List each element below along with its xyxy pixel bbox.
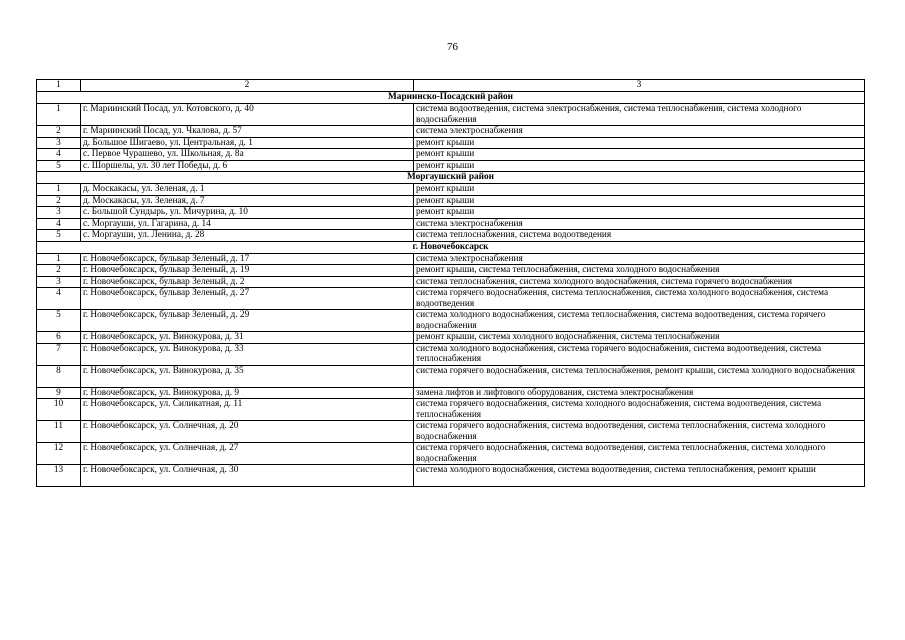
table-row	[37, 253, 865, 265]
table-row	[37, 288, 865, 310]
row-address: г. Новочебоксарск, ул. Солнечная, д. 20	[81, 421, 414, 443]
row-number: 12	[37, 443, 81, 465]
row-address: г. Новочебоксарск, ул. Винокурова, д. 31	[81, 332, 414, 344]
row-number: 4	[37, 218, 81, 230]
row-number: 5	[37, 230, 81, 242]
row-works: система теплоснабжения, система холодного водоснабжения, система горячего водоснабжения	[414, 276, 865, 288]
row-works: замена лифтов и лифтового оборудования, система электроснабжения	[414, 387, 865, 399]
table-row	[37, 160, 865, 172]
row-works: система электроснабжения	[414, 126, 865, 138]
table-row	[37, 207, 865, 219]
row-address: г. Новочебоксарск, ул. Винокурова, д. 9	[81, 387, 414, 399]
row-address: с. Моргауши, ул. Ленина, д. 28	[81, 230, 414, 242]
table-row	[37, 343, 865, 365]
row-number: 1	[37, 104, 81, 126]
table-row	[37, 218, 865, 230]
row-works: система теплоснабжения, система водоотведения	[414, 230, 865, 242]
section-title: г. Новочебоксарск	[37, 241, 865, 253]
table-row	[37, 465, 865, 487]
row-works: ремонт крыши	[414, 195, 865, 207]
table-row	[37, 443, 865, 465]
row-address: г. Мариинский Посад, ул. Котовского, д. 40	[81, 104, 414, 126]
row-number: 5	[37, 160, 81, 172]
row-number: 3	[37, 276, 81, 288]
row-works: система электроснабжения	[414, 253, 865, 265]
table-row	[37, 365, 865, 387]
row-number: 2	[37, 126, 81, 138]
row-works: ремонт крыши	[414, 184, 865, 196]
row-works: система водоотведения, система электроснабжения, система теплоснабжения, система холодного водоснабжения	[414, 104, 865, 126]
section-row	[37, 241, 865, 253]
row-works: система горячего водоснабжения, система водоотведения, система теплоснабжения, система холодного водоснабжения	[414, 443, 865, 465]
section-row	[37, 92, 865, 104]
works-table	[36, 79, 865, 487]
row-address: с. Первое Чурашево, ул. Школьная, д. 8а	[81, 149, 414, 161]
table-row	[37, 332, 865, 344]
row-number: 4	[37, 288, 81, 310]
row-works: система горячего водоснабжения, система теплоснабжения, ремонт крыши, система холодного водоснабжения	[414, 365, 865, 387]
row-number: 11	[37, 421, 81, 443]
row-number: 4	[37, 149, 81, 161]
row-address: г. Новочебоксарск, ул. Солнечная, д. 27	[81, 443, 414, 465]
row-address: с. Большой Сундырь, ул. Мичурина, д. 10	[81, 207, 414, 219]
row-works: система горячего водоснабжения, система холодного водоснабжения, система водоотведения, система теплоснабжения	[414, 399, 865, 421]
table-row	[37, 421, 865, 443]
table-row	[37, 265, 865, 277]
row-number: 1	[37, 253, 81, 265]
table-row	[37, 184, 865, 196]
header-col-number: 1	[37, 80, 81, 92]
row-works: ремонт крыши	[414, 149, 865, 161]
table-row	[37, 230, 865, 242]
row-address: г. Новочебоксарск, ул. Винокурова, д. 33	[81, 343, 414, 365]
row-address: с. Шоршелы, ул. 30 лет Победы, д. 6	[81, 160, 414, 172]
row-works: система горячего водоснабжения, система теплоснабжения, система холодного водоснабжения, система водоотведения	[414, 288, 865, 310]
row-address: д. Москакасы, ул. Зеленая, д. 7	[81, 195, 414, 207]
table-row	[37, 399, 865, 421]
row-works: система холодного водоснабжения, система водоотведения, система теплоснабжения, ремонт крыши	[414, 465, 865, 487]
row-address: г. Новочебоксарск, бульвар Зеленый, д. 17	[81, 253, 414, 265]
row-works: ремонт крыши, система теплоснабжения, система холодного водоснабжения	[414, 265, 865, 277]
header-col-works: 3	[414, 80, 865, 92]
row-number: 1	[37, 184, 81, 196]
row-works: система горячего водоснабжения, система водоотведения, система теплоснабжения, система холодного водоснабжения	[414, 421, 865, 443]
row-address: д. Москакасы, ул. Зеленая, д. 1	[81, 184, 414, 196]
row-address: г. Новочебоксарск, бульвар Зеленый, д. 27	[81, 288, 414, 310]
row-works: ремонт крыши	[414, 137, 865, 149]
row-works: система холодного водоснабжения, система теплоснабжения, система водоотведения, система горячего водоснабжения	[414, 310, 865, 332]
row-number: 7	[37, 343, 81, 365]
section-row	[37, 172, 865, 184]
section-title: Моргаушский район	[37, 172, 865, 184]
header-row	[37, 80, 865, 92]
row-number: 3	[37, 207, 81, 219]
row-works: ремонт крыши	[414, 207, 865, 219]
header-col-address: 2	[81, 80, 414, 92]
row-address: г. Мариинский Посад, ул. Чкалова, д. 57	[81, 126, 414, 138]
row-works: система холодного водоснабжения, система горячего водоснабжения, система водоотведения, система теплоснабжения	[414, 343, 865, 365]
table-row	[37, 149, 865, 161]
table-row	[37, 387, 865, 399]
row-address: г. Новочебоксарск, бульвар Зеленый, д. 2	[81, 276, 414, 288]
table-row	[37, 126, 865, 138]
table-row	[37, 276, 865, 288]
row-address: г. Новочебоксарск, бульвар Зеленый, д. 19	[81, 265, 414, 277]
row-address: г. Новочебоксарск, бульвар Зеленый, д. 29	[81, 310, 414, 332]
table-row	[37, 195, 865, 207]
table-row	[37, 310, 865, 332]
row-works: ремонт крыши	[414, 160, 865, 172]
row-number: 2	[37, 195, 81, 207]
page-number: 76	[447, 41, 458, 53]
row-address: г. Новочебоксарск, ул. Винокурова, д. 35	[81, 365, 414, 387]
section-title: Мариинско-Посадский район	[37, 92, 865, 104]
row-address: д. Большое Шигаево, ул. Центральная, д. 1	[81, 137, 414, 149]
row-address: г. Новочебоксарск, ул. Силикатная, д. 11	[81, 399, 414, 421]
row-address: с. Моргауши, ул. Гагарина, д. 14	[81, 218, 414, 230]
row-address: г. Новочебоксарск, ул. Солнечная, д. 30	[81, 465, 414, 487]
row-number: 13	[37, 465, 81, 487]
row-number: 5	[37, 310, 81, 332]
row-number: 8	[37, 365, 81, 387]
works-table-body	[37, 80, 865, 487]
row-number: 6	[37, 332, 81, 344]
row-number: 2	[37, 265, 81, 277]
row-works: ремонт крыши, система холодного водоснабжения, система теплоснабжения	[414, 332, 865, 344]
table-row	[37, 104, 865, 126]
row-works: система электроснабжения	[414, 218, 865, 230]
row-number: 9	[37, 387, 81, 399]
row-number: 10	[37, 399, 81, 421]
row-number: 3	[37, 137, 81, 149]
table-row	[37, 137, 865, 149]
